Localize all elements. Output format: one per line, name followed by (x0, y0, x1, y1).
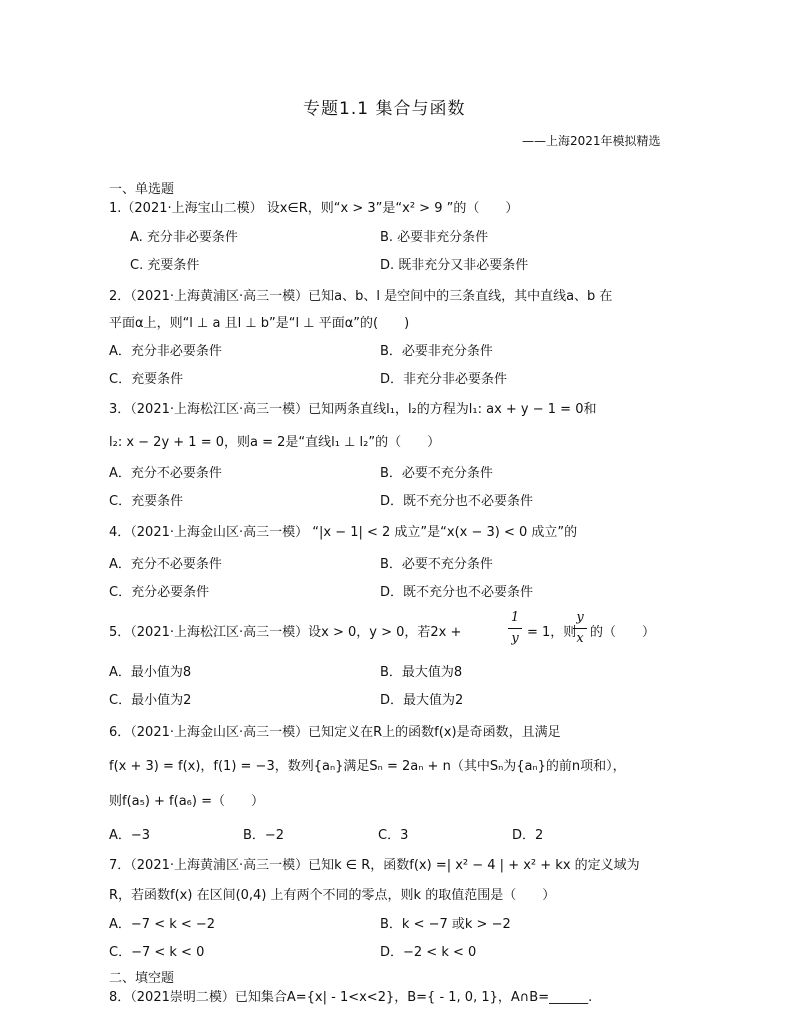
question-2-option-d: D．非充分非必要条件 (380, 372, 508, 387)
question-7-option-b: B．k < −7 或k > −2 (380, 917, 511, 932)
fraction-denominator: y (511, 631, 519, 646)
fraction-bar (573, 628, 587, 629)
fraction-bar (508, 628, 522, 629)
fraction-numerator: y (576, 610, 584, 625)
fraction-1-over-y (508, 610, 522, 650)
question-5-option-d: D．最大值为2 (380, 693, 464, 708)
fraction-y-over-x (573, 610, 587, 650)
question-7-line-2: R，若函数f(x) 在区间(0,4) 上有两个不同的零点，则k 的取值范围是（ ） (109, 888, 556, 903)
question-8-stem: 8．（2021崇明二模）已知集合A={x| - 1<x<2}，B={ - 1, 0, 1}，A∩B=______. (109, 990, 593, 1005)
section-heading-fill-blank: 二、填空题 (109, 971, 175, 986)
question-1-option-a: A. 充分非必要条件 (130, 230, 238, 245)
question-5-option-a: A．最小值为8 (109, 665, 192, 680)
page-subtitle: ——上海2021年模拟精选 (522, 134, 661, 148)
question-2-option-a: A．充分非必要条件 (109, 344, 222, 359)
question-3-option-d: D．既不充分也不必要条件 (380, 494, 534, 509)
question-6-option-a: A．−3 (109, 828, 151, 843)
question-4-option-b: B．必要不充分条件 (380, 557, 493, 572)
question-7-line-1: 7．（2021·上海黄浦区·高三一模）已知k ∈ R，函数f(x) =| x² − 4 | + x² + kx 的定义域为 (109, 858, 640, 873)
question-7-option-d: D．−2 < k < 0 (380, 945, 477, 960)
question-6-line-3: 则f(a₅) + f(a₆) =（ ） (109, 794, 264, 809)
question-5-option-b: B．最大值为8 (380, 665, 463, 680)
question-6-option-c: C．3 (378, 828, 409, 843)
fraction-numerator: 1 (510, 610, 520, 625)
question-1-option-b: B. 必要非充分条件 (380, 230, 489, 245)
question-2-line-1: 2．（2021·上海黄浦区·高三一模）已知a、b、l 是空间中的三条直线，其中直线a、b 在 (109, 289, 613, 304)
question-3-option-c: C．充要条件 (109, 494, 184, 509)
question-3-option-b: B．必要不充分条件 (380, 466, 493, 481)
question-4-stem: 4．（2021·上海金山区·高三一模） “|x − 1| < 2 成立”是“x(x − 3) < 0 成立”的 (109, 525, 578, 540)
question-5-stem-middle: = 1，则 (527, 625, 577, 640)
question-6-option-b: B．−2 (243, 828, 285, 843)
question-2-option-b: B．必要非充分条件 (380, 344, 493, 359)
question-4-option-c: C．充分必要条件 (109, 585, 210, 600)
question-4-option-d: D．既不充分也不必要条件 (380, 585, 534, 600)
question-1-option-c: C. 充要条件 (130, 258, 200, 273)
question-5-stem-start: 5．（2021·上海松江区·高三一模）设x > 0，y > 0，若2x + (109, 625, 462, 640)
question-1-stem: 1.（2021·上海宝山二模） 设x∈R，则“x > 3”是“x² > 9 ”的（ ） (109, 201, 519, 216)
question-5-option-c: C．最小值为2 (109, 693, 192, 708)
page-title: 专题1.1 集合与函数 (303, 99, 466, 119)
question-4-option-a: A．充分不必要条件 (109, 557, 222, 572)
question-2-option-c: C．充要条件 (109, 372, 184, 387)
question-7-option-a: A．−7 < k < −2 (109, 917, 216, 932)
question-7-option-c: C．−7 < k < 0 (109, 945, 205, 960)
question-2-line-2: 平面α上，则“l ⊥ a 且l ⊥ b”是“l ⊥ 平面α”的( ) (109, 316, 410, 331)
question-3-line-2: l₂: x − 2y + 1 = 0，则a = 2是“直线l₁ ⊥ l₂”的（ ） (109, 435, 441, 450)
question-6-line-1: 6．（2021·上海金山区·高三一模）已知定义在R上的函数f(x)是奇函数，且满足 (109, 725, 561, 740)
section-heading-single-choice: 一、单选题 (109, 182, 175, 197)
question-3-option-a: A．充分不必要条件 (109, 466, 222, 481)
question-6-option-d: D．2 (512, 828, 544, 843)
question-6-line-2: f(x + 3) = f(x)，f(1) = −3，数列{aₙ}满足Sₙ = 2aₙ + n（其中Sₙ为{aₙ}的前n项和）， (109, 759, 626, 774)
question-5-stem-end: 的（ ） (590, 625, 656, 640)
question-1-option-d: D. 既非充分又非必要条件 (380, 258, 529, 273)
question-3-line-1: 3．（2021·上海松江区·高三一模）已知两条直线l₁，l₂的方程为l₁: ax + y − 1 = 0和 (109, 402, 597, 417)
fraction-denominator: x (576, 631, 584, 646)
